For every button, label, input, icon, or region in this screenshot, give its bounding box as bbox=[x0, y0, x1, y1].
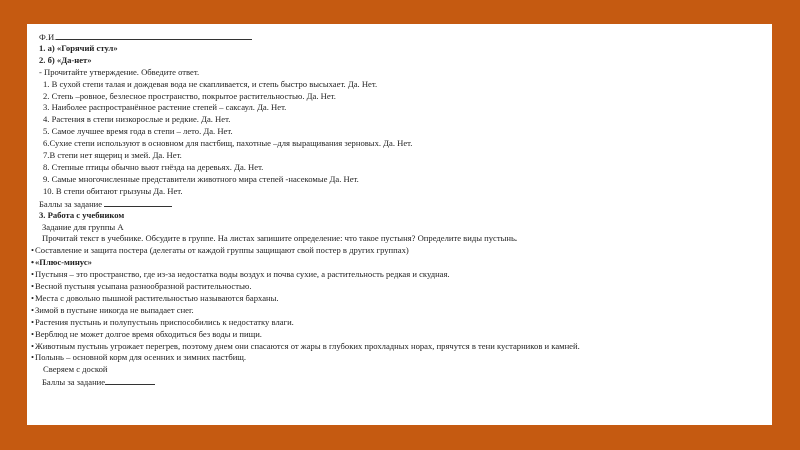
section3-score-line bbox=[39, 376, 772, 388]
plus-minus-list bbox=[35, 269, 772, 364]
plus-minus-item: • Пустыня – это пространство, где из-за недостатка воды воздух и почва сухие, а растительность редкая и скудная. bbox=[31, 269, 772, 281]
statements-list bbox=[39, 79, 772, 198]
section2-title: 2. б) «Да-нет» bbox=[39, 54, 92, 65]
fio-blank[interactable] bbox=[56, 31, 252, 40]
poster-item: • Составление и защита постера (делегаты от каждой группы защищают свой постер в других группах) bbox=[31, 245, 772, 257]
statement-item: 2. Степь –ровное, безлесное пространство, покрытое растительностью. Да. Нет. bbox=[43, 90, 336, 101]
section3-title: 3. Работа с учебником bbox=[39, 209, 125, 220]
task-text bbox=[39, 233, 772, 245]
plus-minus-item: • Растения пустынь и полупустынь приспособились к недостатку влаги. bbox=[31, 317, 772, 329]
section1-title: 1. а) «Горячий стул» bbox=[39, 42, 118, 53]
fio-line bbox=[39, 31, 772, 43]
plus-minus-title: • «Плюс-минус» bbox=[31, 257, 772, 269]
section2-score-label: Баллы за задание bbox=[39, 198, 103, 209]
plus-minus-item: • Весной пустыня усыпана разнообразной растительностью. bbox=[31, 281, 772, 293]
statement-item: 9. Самые многочисленные представители животного мира степей -насекомые Да. Нет. bbox=[43, 173, 359, 184]
statement-item: 6.Сухие степи используют в основном для пастбищ, пахотные –для выращивания зерновых. Да. Нет. bbox=[43, 138, 413, 149]
section3-score-label: Баллы за задание bbox=[42, 377, 106, 388]
section3-score-blank[interactable] bbox=[105, 376, 155, 385]
task-text-main: Прочитай текст в учебнике. Обсудите в группе. На листах запишите определение: что такое пустыня? Определите виды пустынь bbox=[42, 233, 515, 244]
plus-minus-item: • Зимой в пустыне никогда не выпадает снег. bbox=[31, 305, 772, 317]
task-text-end: . bbox=[514, 233, 518, 244]
statement-item: 4. Растения в степи низкорослые и редкие. Да. Нет. bbox=[43, 114, 231, 125]
section2-score-line bbox=[39, 198, 772, 210]
fio-label: Ф.И. bbox=[39, 32, 57, 42]
statement-item: 5. Самое лучшее время года в степи – лето. Да. Нет. bbox=[43, 126, 233, 137]
section2-score-blank[interactable] bbox=[104, 198, 172, 207]
plus-minus-item: • Верблюд не может долгое время обходиться без воды и пищи. bbox=[31, 329, 772, 341]
task-label: Задание для группы А bbox=[42, 221, 124, 232]
check-label: Сверяем с доской bbox=[43, 364, 108, 375]
statement-item: 8. Степные птицы обычно вьют гнёзда на деревьях. Да. Нет. bbox=[43, 161, 264, 172]
worksheet-page bbox=[27, 24, 772, 425]
plus-minus-item: • Места с довольно пышной растительностью называются барханы. bbox=[31, 293, 772, 305]
plus-minus-item: • Животным пустынь угрожает перегрев, поэтому днем они спасаются от жары в глубоких прохладных норах, прячутся в тени кустарников и камней. bbox=[31, 341, 772, 353]
section2-instruction: - Прочитайте утверждение. Обведите ответ. bbox=[39, 66, 200, 77]
statement-item: 1. В сухой степи талая и дождевая вода не скапливается, и степь быстро высыхает. Да. Нет. bbox=[43, 78, 378, 89]
statement-item: 10. В степи обитают грызуны Да. Нет. bbox=[43, 185, 183, 196]
statement-item: 3. Наиболее распространённое растение степей – саксаул. Да. Нет. bbox=[43, 102, 287, 113]
statement-item: 7.В степи нет ящериц и змей. Да. Нет. bbox=[43, 150, 182, 161]
plus-minus-item: • Полынь – основной корм для осенних и зимних пастбищ. bbox=[31, 352, 772, 364]
